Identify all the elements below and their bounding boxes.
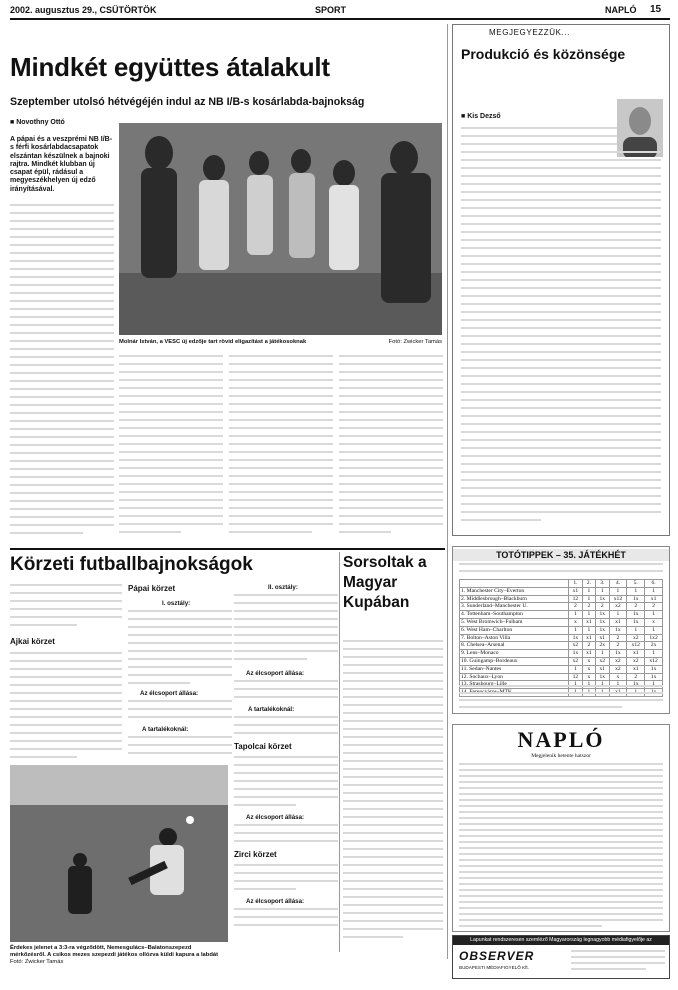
- toto-tip: x1: [596, 634, 609, 642]
- toto-tip: 2: [596, 603, 609, 611]
- toto-row: [460, 626, 663, 634]
- toto-tip: 2x: [645, 642, 663, 650]
- toto-header-cell: 2.: [582, 580, 595, 588]
- toto-header-cell: 3.: [596, 580, 609, 588]
- toto-tip: x12: [645, 657, 663, 665]
- toto-header-row: [460, 580, 663, 588]
- toto-tip: x2: [627, 634, 645, 642]
- toto-header-cell: 6.: [645, 580, 663, 588]
- lead-subhead: Szeptember utolsó hétvégéjén indul az NB I/B-s kosárlabda-bajnokság: [10, 96, 365, 108]
- toto-tip: 2: [627, 603, 645, 611]
- toto-tip: x1: [627, 665, 645, 673]
- toto-tip: 1: [645, 611, 663, 619]
- futball-photo-caption-text: Érdekes jelenet a 3:3-ra végződött, Nemesgulács–Balatonszepezd mérkőzésről. A csikos mezes szepezdi játékos ollózva küldi kapura a labdát: [10, 945, 219, 958]
- toto-tip: 1x: [627, 611, 645, 619]
- toto-tip: 1x: [596, 595, 609, 603]
- football-action-icon: [10, 765, 228, 942]
- naplo-impressum: [452, 724, 670, 932]
- column-body: [461, 127, 661, 527]
- lead-photo: [119, 123, 442, 335]
- toto-tip: x2: [627, 657, 645, 665]
- toto-tip: 1x: [645, 665, 663, 673]
- toto-tip: 1: [645, 626, 663, 634]
- observer-sub: BUDAPESTI MÉDIAFIGYELŐ Kft.: [459, 965, 529, 970]
- toto-tip: 1: [596, 587, 609, 595]
- header-date: 2002. augusztus 29., CSÜTÖRTÖK: [10, 5, 157, 15]
- lead-body-col1: [10, 204, 114, 544]
- toto-match: 7. Bolton–Aston Villa: [460, 634, 569, 642]
- toto-tip: x2: [609, 657, 627, 665]
- toto-match: 3. Sunderland–Manchester U.: [460, 603, 569, 611]
- toto-tip: x: [582, 673, 595, 681]
- toto-tip: x2: [609, 603, 627, 611]
- futball-photo-caption: [10, 945, 228, 966]
- toto-tip: 1: [569, 626, 582, 634]
- toto-tip: 1: [645, 650, 663, 658]
- toto-row: [460, 618, 663, 626]
- column-kicker: MEGJEGYEZZÜK...: [489, 28, 571, 37]
- header-section: SPORT: [315, 5, 347, 15]
- column-divider: [447, 24, 448, 959]
- toto-tip: 12: [569, 595, 582, 603]
- papai-tartalek: A tartalékoknál:: [142, 726, 189, 733]
- toto-header-cell: 1.: [569, 580, 582, 588]
- toto-tip: 1x: [609, 626, 627, 634]
- tapolcai-heading: Tapolcai körzet: [234, 742, 292, 751]
- futball-col-papai: [128, 584, 232, 764]
- toto-tip: 1: [582, 626, 595, 634]
- toto-tip: x2: [596, 657, 609, 665]
- sorsoltak-headline: Sorsoltak a Magyar Kupában: [343, 554, 427, 611]
- toto-tip: x1: [627, 650, 645, 658]
- section-rule: [10, 548, 445, 550]
- observer-banner-text: Lapunkat rendszeresen szemléző Magyarország legnagyobb médiafigyelője az: [453, 936, 669, 945]
- lead-headline: Mindkét együttes átalakult: [10, 52, 330, 82]
- toto-tip: 1: [627, 626, 645, 634]
- header-page-number: 15: [650, 4, 662, 15]
- naplo-frequency: Megjelenik hetente hatszor: [531, 753, 591, 759]
- zirci-heading: Zirci körzet: [234, 850, 277, 859]
- toto-title: TOTÓTIPPEK – 35. JÁTÉKHÉT: [453, 549, 669, 561]
- lead-body-col3: [229, 355, 333, 545]
- toto-tip: x: [582, 657, 595, 665]
- toto-tip: x1: [609, 618, 627, 626]
- toto-match: 11. Sedan–Nantes: [460, 665, 569, 673]
- toto-tip: x: [609, 673, 627, 681]
- tapolcai-table-heading: Az élcsoport állása:: [246, 814, 305, 821]
- toto-match: 8. Chelsea–Arsenal: [460, 642, 569, 650]
- papai2-tartalek: A tartalékoknál:: [248, 706, 295, 713]
- toto-row: [460, 595, 663, 603]
- players-illustration-icon: [119, 123, 442, 335]
- toto-tip: 1: [609, 587, 627, 595]
- toto-tip: x1: [569, 587, 582, 595]
- column-author: ■ Kis Dezső: [461, 113, 501, 120]
- toto-tip: 1: [569, 665, 582, 673]
- toto-tip: x: [645, 618, 663, 626]
- toto-tip: x: [582, 665, 595, 673]
- toto-tip: 2: [627, 673, 645, 681]
- toto-table: [459, 579, 663, 697]
- toto-tip: x12: [609, 595, 627, 603]
- toto-match: 1. Manchester City–Everton: [460, 587, 569, 595]
- toto-tip: 1x: [596, 611, 609, 619]
- toto-tip: 1x: [596, 626, 609, 634]
- toto-tip: x2: [569, 657, 582, 665]
- toto-match: 5. West Bromwich–Fulham: [460, 618, 569, 626]
- header-paper: NAPLÓ: [605, 5, 637, 15]
- toto-match: 10. Guingamp–Bordeaux: [460, 657, 569, 665]
- futball-col-tapolcai: [234, 584, 338, 944]
- toto-row: [460, 603, 663, 611]
- column-author-name: Kis Dezső: [467, 113, 501, 120]
- toto-tip: x2: [569, 642, 582, 650]
- lead-photo-caption-text: Molnár István, a VESC új edzője tart rövid eligazítást a játékosoknak: [119, 339, 307, 345]
- observer-logo: OBSERVER: [459, 949, 535, 963]
- toto-row: [460, 657, 663, 665]
- observer-banner: [452, 935, 670, 979]
- toto-row: [460, 650, 663, 658]
- toto-tip: 1x: [596, 673, 609, 681]
- toto-row: [460, 611, 663, 619]
- toto-header-cell: 5.: [627, 580, 645, 588]
- sorsoltak-divider: [339, 552, 340, 952]
- toto-tip: 2: [609, 642, 627, 650]
- observer-logo-box: [459, 949, 559, 975]
- toto-header-cell: 4.: [609, 580, 627, 588]
- toto-row: [460, 642, 663, 650]
- toto-row: [460, 587, 663, 595]
- toto-match: 9. Lens–Monaco: [460, 650, 569, 658]
- toto-row: [460, 634, 663, 642]
- zirci-table-heading: Az élcsoport állása:: [246, 898, 305, 905]
- toto-tip: 2: [609, 634, 627, 642]
- page-header: [10, 4, 670, 18]
- futball-headline: Körzeti futballbajnokságok: [10, 554, 253, 575]
- toto-tip: x: [569, 618, 582, 626]
- toto-tip: 1x: [627, 618, 645, 626]
- header-rule: [10, 18, 670, 20]
- papai2-table-heading: Az élcsoport állása:: [246, 670, 305, 677]
- lead-intro: A pápai és a veszprémi NB I/B-s férfi kosárlabdacsapatok elszántan készülnek a bajnoki rajtra. Mindkét klubban új csapat épül, rádásul a megyeszékhelyen új edző irányításával.: [10, 136, 113, 193]
- toto-tip: 1x: [596, 618, 609, 626]
- futball-photo: [10, 765, 228, 942]
- lead-body-col2: [119, 355, 223, 545]
- toto-tip: 2: [582, 642, 595, 650]
- column-title: Produkció és közönsége: [461, 46, 626, 62]
- lead-body-col4: [339, 355, 443, 545]
- toto-tip: 2: [582, 603, 595, 611]
- toto-tip: 2x: [596, 642, 609, 650]
- toto-tip: 1: [582, 611, 595, 619]
- lead-photo-credit: Fotó: Zwicker Tamás: [388, 339, 442, 345]
- toto-tip: 2: [569, 603, 582, 611]
- toto-tip: 12: [569, 673, 582, 681]
- column-box: [452, 24, 670, 536]
- toto-tip: 1x: [609, 650, 627, 658]
- toto-tip: 1: [582, 595, 595, 603]
- toto-tip: 1x: [569, 650, 582, 658]
- toto-tip: x12: [627, 642, 645, 650]
- toto-match: 6. West Ham–Charlton: [460, 626, 569, 634]
- lead-author: ■ Novothny Ottó: [10, 119, 65, 126]
- ajkai-heading: Ajkai körzet: [10, 637, 55, 646]
- toto-tip: x1: [582, 634, 595, 642]
- toto-match: 4. Tottenham–Southampton: [460, 611, 569, 619]
- toto-tip: 2: [645, 603, 663, 611]
- toto-tip: 1: [645, 587, 663, 595]
- sorsoltak-body: [343, 640, 443, 960]
- toto-tip: x1: [645, 595, 663, 603]
- toto-tip: 1: [582, 587, 595, 595]
- toto-tip: 1: [596, 650, 609, 658]
- toto-tip: 1x: [627, 595, 645, 603]
- toto-tip: 1: [569, 611, 582, 619]
- futball-photo-credit: Fotó: Zwicker Tamás: [10, 959, 64, 965]
- naplo-logo: NAPLÓ: [517, 727, 605, 752]
- toto-tip: x1: [582, 618, 595, 626]
- toto-tip: 1: [609, 611, 627, 619]
- toto-tip: 1x2: [645, 634, 663, 642]
- papai-heading: Pápai körzet: [128, 584, 176, 593]
- lead-photo-caption: [119, 339, 442, 345]
- lead-author-name: Novothny Ottó: [16, 119, 65, 126]
- toto-header-cell: [460, 580, 569, 588]
- toto-tip: x1: [596, 665, 609, 673]
- toto-match: 2. Middlesbrough–Blackburn: [460, 595, 569, 603]
- toto-tip: x2: [609, 665, 627, 673]
- toto-tip: 1: [627, 587, 645, 595]
- toto-row: [460, 673, 663, 681]
- toto-tip: x1: [582, 650, 595, 658]
- papai-table-heading: Az élcsoport állása:: [140, 690, 199, 697]
- papai-osztaly2: II. osztály:: [268, 584, 298, 591]
- toto-box: [452, 546, 670, 714]
- toto-tip: 1x: [569, 634, 582, 642]
- toto-tip: 1x: [645, 673, 663, 681]
- papai-osztaly: I. osztály:: [162, 600, 191, 607]
- toto-row: [460, 665, 663, 673]
- toto-match: 12. Sochaux–Lyon: [460, 673, 569, 681]
